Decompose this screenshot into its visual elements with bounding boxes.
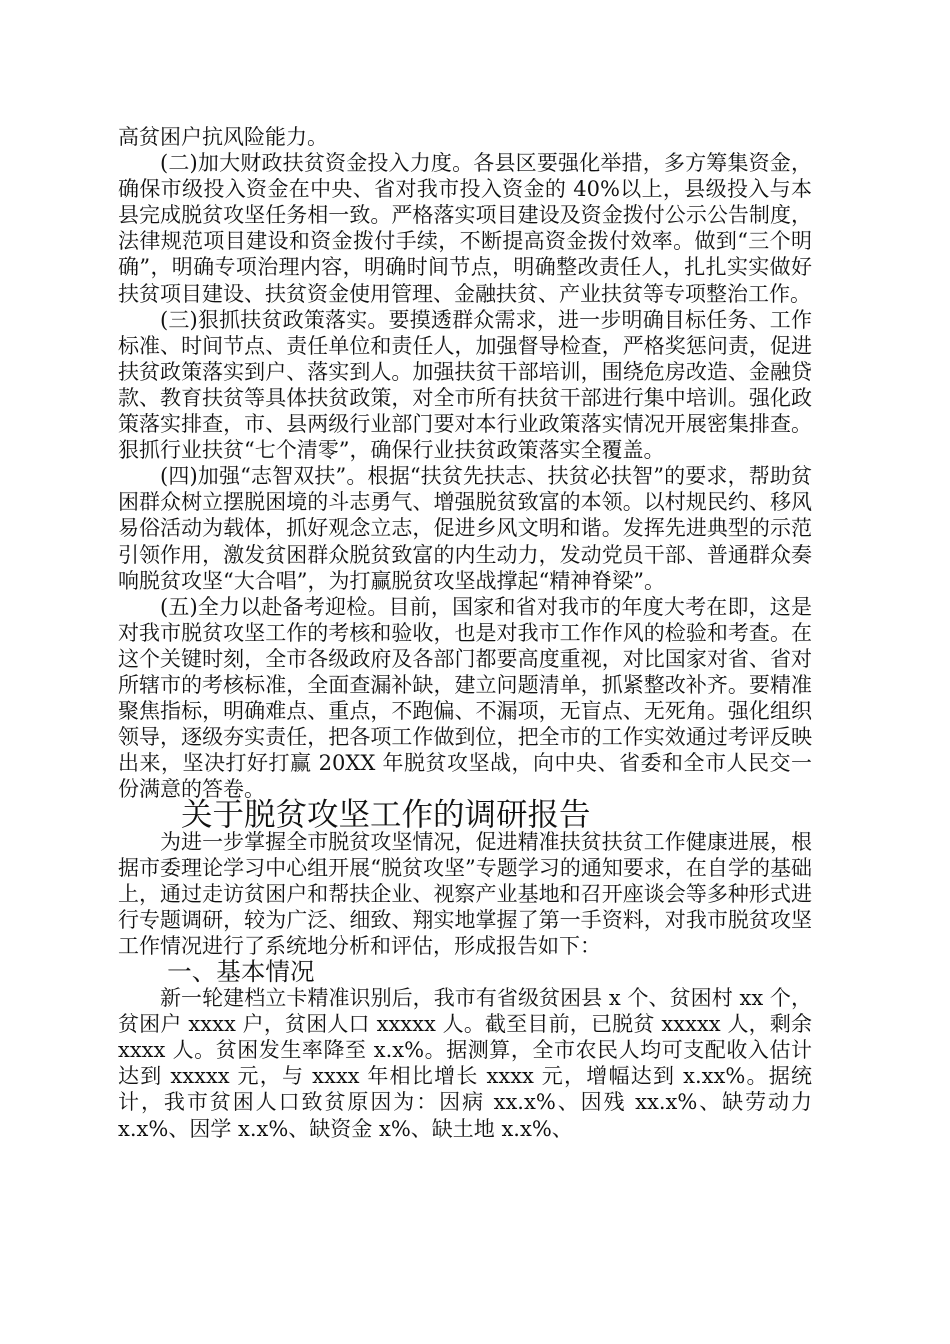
paragraph-continuation: 高贫困户抗风险能力。 [118,125,328,149]
paragraph-section-2: (二)加大财政扶贫资金投入力度。各县区要强化举措，多方筹集资金，确保市级投入资金在中央、省对我市投入资金的 40%以上，县级投入与本县完成脱贫攻坚任务相一致。严格落实项目建设及资金拨付公示公告制度，法律规范项目建设和资金拨付手续，不断提高资金拨付效率。做到“三个明确”，明确专项治理内容，明确时间节点，明确整改责任人，扎扎实实做好扶贫项目建设、扶贫资金使用管理、金融扶贫、产业扶贫等专项整治工作。 [118,151,812,306]
paragraph-section-3: (三)狠抓扶贫政策落实。要摸透群众需求，进一步明确目标任务、工作标准、时间节点、责任单位和责任人，加强督导检查，严格奖惩问责，促进扶贫政策落实到户、落实到人。加强扶贫干部培训，围绕危房改造、金融贷款、教育扶贫等具体扶贫政策，对全市所有扶贫干部进行集中培训。强化政策落实排查，市、县两级行业部门要对本行业政策落实情况开展密集排查。狠抓行业扶贫“七个清零”，确保行业扶贫政策落实全覆盖。 [118,307,812,463]
paragraph-basic-situation: 新一轮建档立卡精准识别后，我市有省级贫困县 x 个、贫困村 xx 个，贫困户 xxxx 户，贫困人口 xxxxx 人。截至目前，已脱贫 xxxxx 人，剩余 xxxx 人。贫困发生率降至 x.x%。据测算，全市农民人均可支配收入估计达到 xxxxx 元，与 xxxx 年相比增长 xxxx 元，增幅达到 x.xx%。据统计，我市贫困人口致贫原因为：因病 xx.x%、因残 xx.x%、缺劳动力 x.x%、因学 x.x%、缺资金 x%、缺土地 x.x%、 [118,986,812,1141]
report-title: 关于脱贫攻坚工作的调研报告 [181,797,591,834]
paragraph-report-intro: 为进一步掌握全市脱贫攻坚情况，促进精准扶贫扶贫工作健康进展，根据市委理论学习中心组开展“脱贫攻坚”专题学习的通知要求，在自学的基础上，通过走访贫困户和帮扶企业、视察产业基地和召开座谈会等多种形式进行专题调研，较为广泛、细致、翔实地掌握了第一手资料，对我市脱贫攻坚工作情况进行了系统地分析和评估，形成报告如下： [118,829,812,958]
section-heading-basic-situation: 一、基本情况 [167,957,315,986]
paragraph-section-4: (四)加强“志智双扶”。根据“扶贫先扶志、扶贫必扶智”的要求，帮助贫困群众树立摆脱困境的斗志勇气、增强脱贫致富的本领。以村规民约、移风易俗活动为载体，抓好观念立志，促进乡风文明和谐。发挥先进典型的示范引领作用，激发贫困群众脱贫致富的内生动力，发动党员干部、普通群众奏响脱贫攻坚“大合唱”，为打赢脱贫攻坚战撑起“精神脊梁”。 [118,464,812,593]
document-body [118,124,812,1142]
paragraph-section-5: (五)全力以赴备考迎检。目前，国家和省对我市的年度大考在即，这是对我市脱贫攻坚工作的考核和验收，也是对我市工作作风的检验和考查。在这个关键时刻，全市各级政府及各部门都要高度重视，对比国家对省、省对所辖市的考核标准，全面查漏补缺，建立问题清单，抓紧整改补齐。要精准聚焦指标，明确难点、重点，不跑偏、不漏项，无盲点、无死角。强化组织领导，逐级夯实责任，把各项工作做到位，把全市的工作实效通过考评反映出来，坚决打好打赢 20XX 年脱贫攻坚战，向中央、省委和全市人民交一份满意的答卷。 [118,594,812,802]
